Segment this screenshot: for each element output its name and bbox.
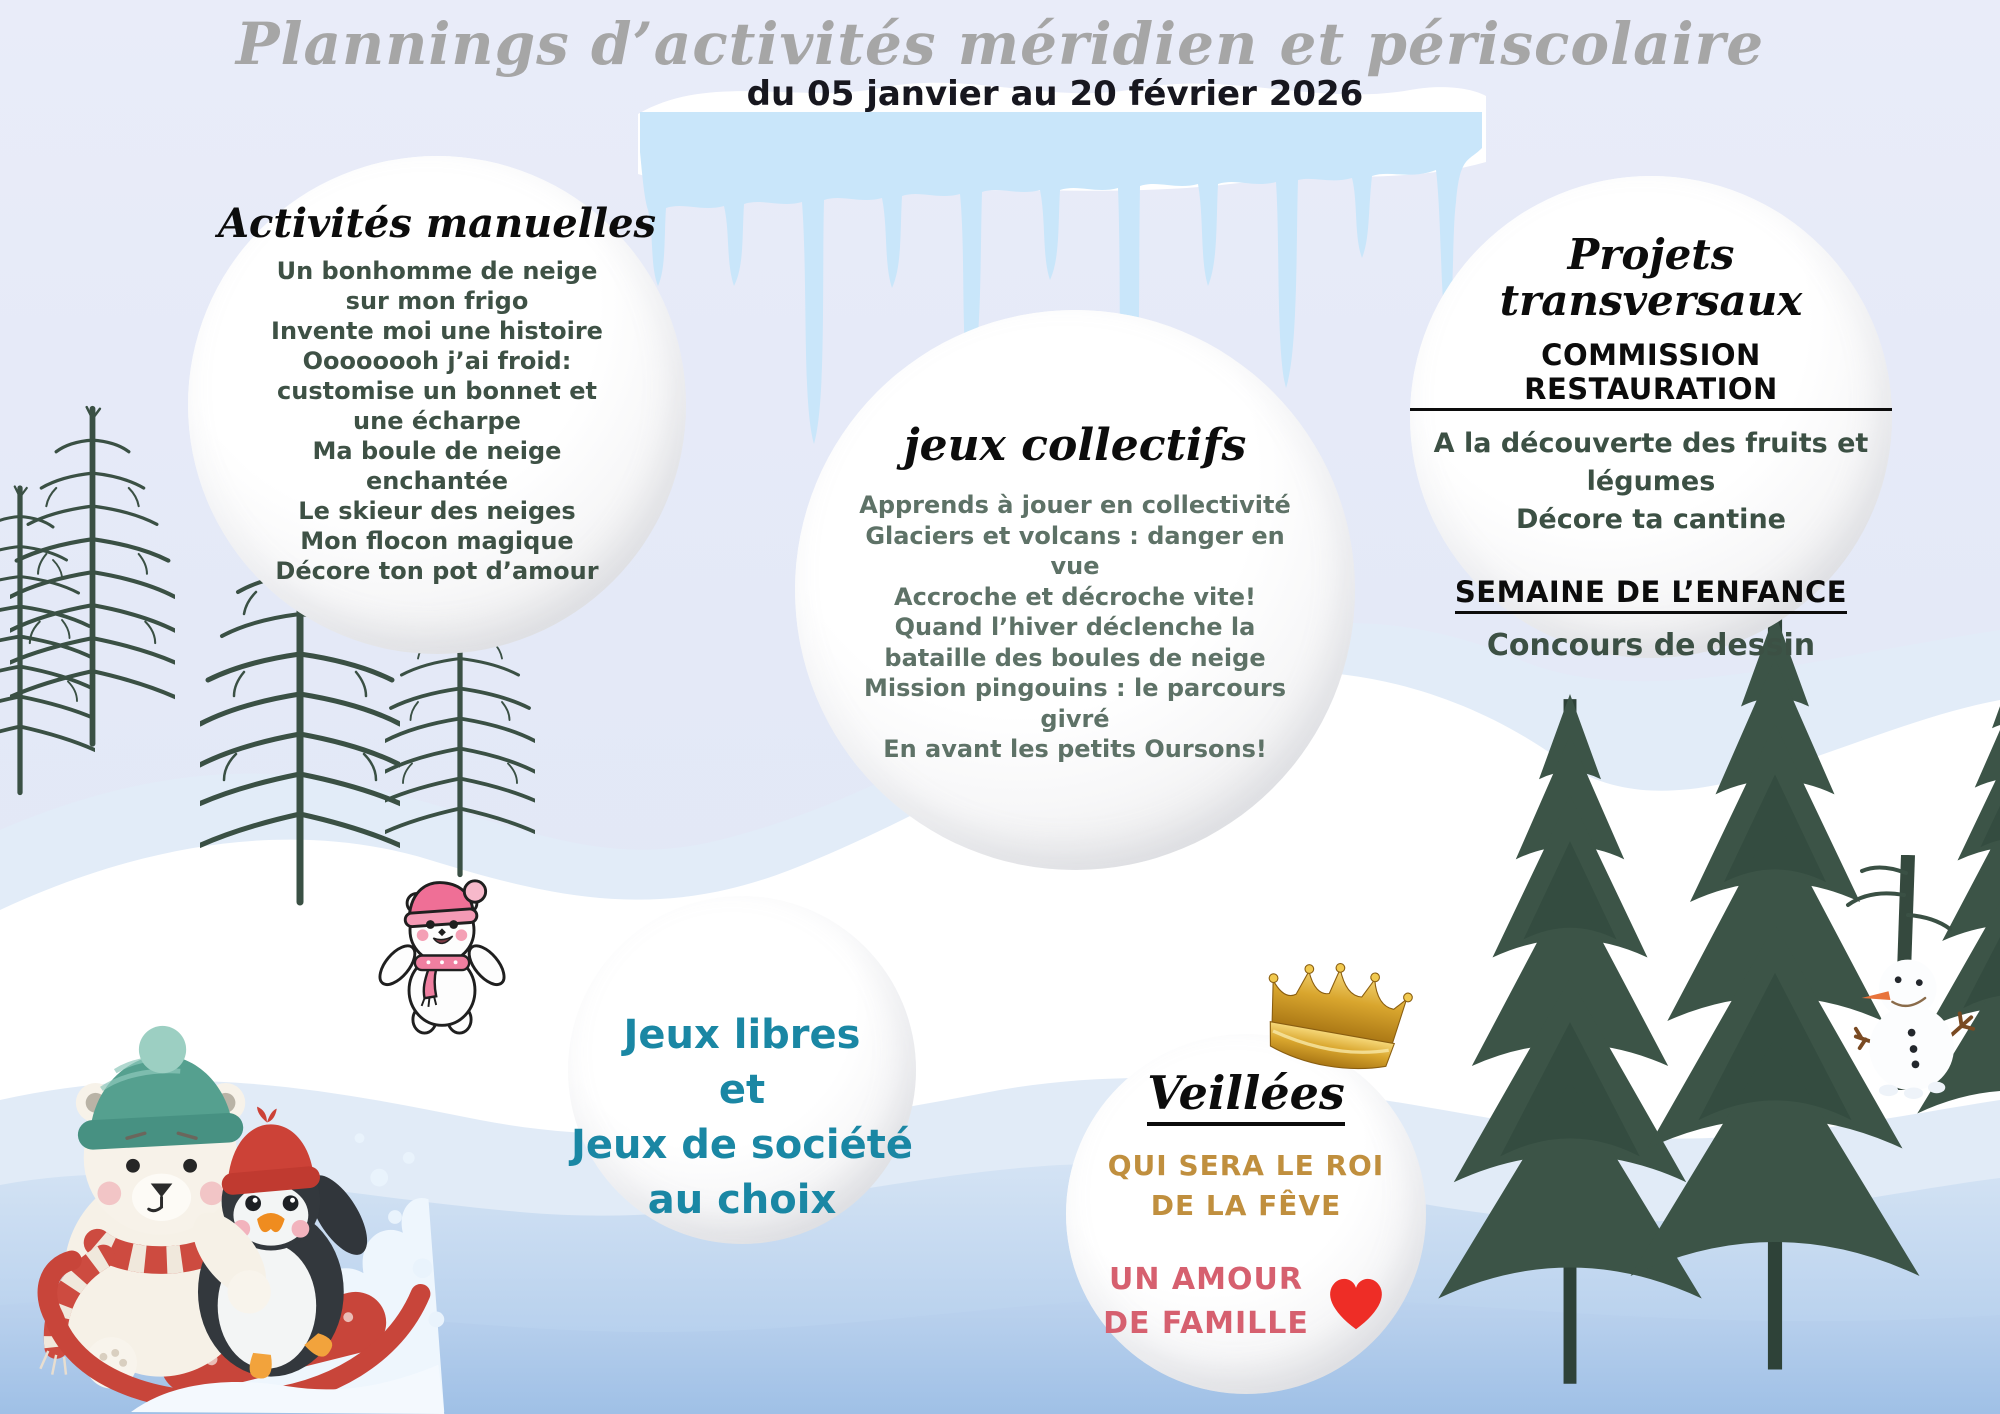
polar-bear-penguin-sled-illustration (12, 1020, 447, 1414)
jeux-libres-list (568, 1008, 916, 1228)
list-item: sur mon frigo (345, 287, 529, 315)
list-item: Mon flocon magique (300, 527, 574, 555)
list-item: Décore ta cantine (1516, 504, 1786, 536)
bubble-projets-transversaux (1410, 176, 1892, 664)
bubble-heading: Activités manuelles (217, 200, 657, 247)
semaine-list (1410, 628, 1892, 663)
list-item: Invente moi une histoire (271, 317, 603, 345)
veillees-gold-list (1066, 1146, 1426, 1226)
activites-list (188, 256, 686, 586)
section-header-commission: COMMISSION RESTAURATION (1410, 338, 1892, 411)
pine-tree-sparse-icon (10, 318, 175, 823)
snowman-illustration (1852, 948, 1977, 1100)
list-item: UN AMOUR (1109, 1261, 1303, 1297)
list-item: Concours de dessin (1486, 628, 1816, 664)
list-item: vue (1050, 552, 1100, 581)
list-item: bataille des boules de neige (884, 643, 1266, 672)
golden-crown-icon (1249, 950, 1420, 1097)
list-item: DE FAMILLE (1103, 1305, 1309, 1341)
list-item: et (718, 1067, 766, 1113)
bubble-heading: jeux collectifs (903, 420, 1247, 471)
list-item: Apprends à jouer en collectivité (859, 491, 1291, 520)
bubble-heading: Projets transversaux (1499, 230, 1803, 326)
red-heart-icon (1323, 1271, 1389, 1333)
list-item: Décore ton pot d’amour (275, 557, 599, 585)
bubble-heading: Veillées (1147, 1068, 1345, 1126)
list-item: givré (1040, 704, 1110, 733)
list-item: une écharpe (353, 407, 521, 435)
bubble-jeux-collectifs (795, 310, 1355, 870)
list-item: au choix (647, 1177, 837, 1223)
page-title: Plannings d’activités méridien et périscolaire (235, 10, 1765, 78)
list-item: Jeux libres (623, 1012, 861, 1058)
list-item: Mission pingouins : le parcours (864, 674, 1286, 703)
jeux-collectifs-list (795, 490, 1355, 765)
list-item: customise un bonnet et (277, 377, 597, 405)
list-item: A la découverte des fruits et (1433, 428, 1869, 460)
list-item: Ma boule de neige (312, 437, 562, 465)
list-item: légumes (1586, 466, 1716, 498)
list-item: Glaciers et volcans : danger en (865, 521, 1285, 550)
veillees-pink-list (1103, 1258, 1309, 1346)
list-item: Jeux de société (571, 1122, 913, 1168)
bubble-activites-manuelles (188, 156, 686, 654)
list-item: Accroche et décroche vite! (894, 582, 1256, 611)
small-bear-pink-hat-illustration (373, 876, 511, 1036)
list-item: Un bonhomme de neige (276, 257, 598, 285)
list-item: Quand l’hiver déclenche la (894, 613, 1256, 642)
list-item: DE LA FÊVE (1150, 1188, 1342, 1222)
list-item: QUI SERA LE ROI (1107, 1148, 1385, 1182)
page-subtitle: du 05 janvier au 20 février 2026 (746, 74, 1364, 114)
list-item: Le skieur des neiges (298, 497, 576, 525)
list-item: Oooooooh j’ai froid: (302, 347, 572, 375)
section-header-semaine: SEMAINE DE L’ENFANCE (1455, 575, 1847, 614)
veillees-pink-row (1066, 1258, 1426, 1346)
list-item: En avant les petits Oursons! (883, 735, 1267, 764)
commission-list (1410, 425, 1892, 539)
bubble-jeux-libres (568, 896, 916, 1244)
list-item: enchantée (366, 467, 508, 495)
